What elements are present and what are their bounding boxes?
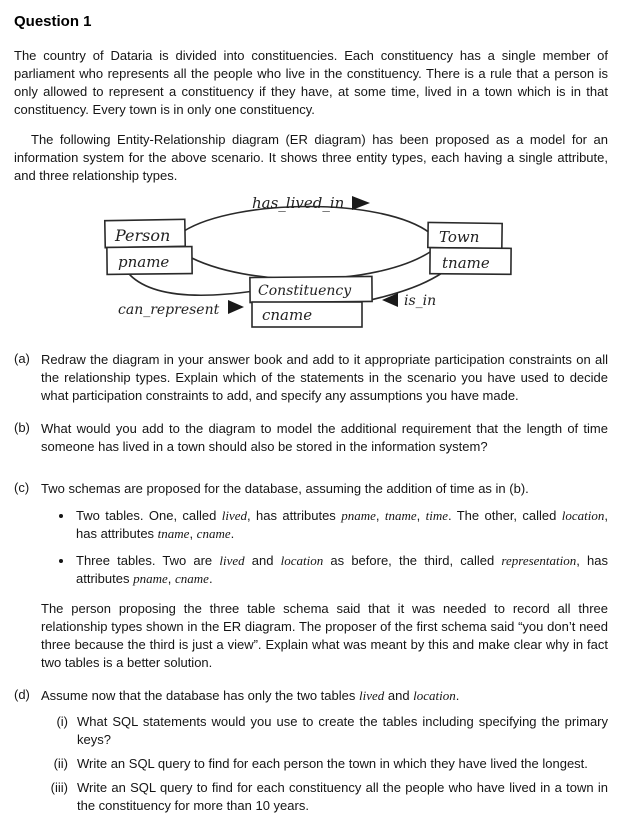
part-d-item-iii-text: Write an SQL query to find for each constituency all the people who have lived in a town in the constituency for more than 10 years. — [77, 780, 608, 813]
person-entity — [105, 219, 192, 274]
intro-paragraph-1: The country of Dataria is divided into constituencies. Each constituency has a single member of parliament who represents all the people who live in the constituency. There is a rule that a person is only allowed to represent a constituency if they have, at some time, lived in a town which is in that constituency. Every town is in only one constituency. — [14, 48, 608, 117]
town-attribute-label: tname — [442, 254, 490, 272]
part-a — [14, 351, 608, 405]
intro-paragraph-2: The following Entity-Relationship diagram (ER diagram) has been proposed as a model for an information system for the above scenario. It shows three entity types, each having a single attribute, and three relationship types. — [14, 132, 608, 183]
town-entity — [428, 222, 511, 274]
part-b — [14, 420, 608, 456]
has-lived-in-label: has_lived_in — [252, 194, 345, 212]
constituency-entity-label: Constituency — [258, 283, 352, 299]
part-d-label: (d) — [14, 687, 30, 702]
er-diagram — [14, 189, 608, 339]
part-b-text: What would you add to the diagram to model the additional requirement that the length of time someone has lived in a town should also be stored in the information system? — [41, 421, 608, 454]
part-a-label: (a) — [14, 351, 30, 366]
part-d-item-ii — [41, 755, 608, 773]
er-diagram-svg — [14, 189, 608, 339]
town-entity-label: Town — [439, 228, 480, 246]
part-d-item-i — [41, 713, 608, 749]
has-lived-in-lower-line — [186, 252, 430, 279]
person-attribute-label: pname — [118, 253, 170, 271]
has-lived-in-arrow-icon — [352, 196, 370, 210]
is-in-label: is_in — [404, 293, 437, 309]
list-item: • Three tables. Two are lived and location as before, the third, called representation, has attributes pname, cname. — [74, 552, 608, 588]
part-c — [14, 480, 608, 672]
can-represent-line — [130, 275, 254, 295]
part-c-intro: Two schemas are proposed for the database, assuming the addition of time as in (b). — [41, 481, 529, 496]
part-d-item-ii-text: Write an SQL query to find for each person the town in which they have lived the longest. — [77, 756, 588, 771]
can-represent-arrow-icon — [228, 300, 244, 314]
part-c-label: (c) — [14, 480, 30, 495]
part-d-item-i-label: (i) — [56, 714, 68, 729]
part-d-item-iii — [41, 779, 608, 815]
person-entity-label: Person — [115, 226, 171, 245]
part-d-intro: Assume now that the database has only the two tables lived and location. — [41, 688, 460, 703]
question-title: Question 1 — [14, 13, 92, 30]
part-b-label: (b) — [14, 420, 30, 435]
list-item: • Two tables. One, called lived, has attributes pname, tname, time. The other, called location, has attributes tname, cname. — [74, 507, 608, 543]
part-d — [14, 687, 608, 821]
part-c-bullet-list — [41, 507, 608, 588]
part-d-item-ii-label: (ii) — [53, 756, 68, 771]
part-d-item-iii-label: (iii) — [50, 780, 68, 795]
part-d-item-i-text: What SQL statements would you use to create the tables including specifying the primary keys? — [77, 714, 608, 747]
constituency-attribute-label: cname — [262, 306, 313, 324]
part-a-text: Redraw the diagram in your answer book and add to it appropriate participation constraints on all the relationship types. Explain which of the statements in the scenario you have used to decide what participation constraints to add, and specify any assumptions you have made. — [41, 352, 608, 403]
can-represent-label: can_represent — [118, 302, 220, 318]
part-c-closing: The person proposing the three table schema said that it was needed to record all three relationship types shown in the ER diagram. The proposer of the first schema said “you don’t need three because the third is just a view”. Explain what was meant by this and make clear why in fact two tables is a better solution. — [41, 601, 608, 670]
constituency-entity — [250, 276, 372, 327]
